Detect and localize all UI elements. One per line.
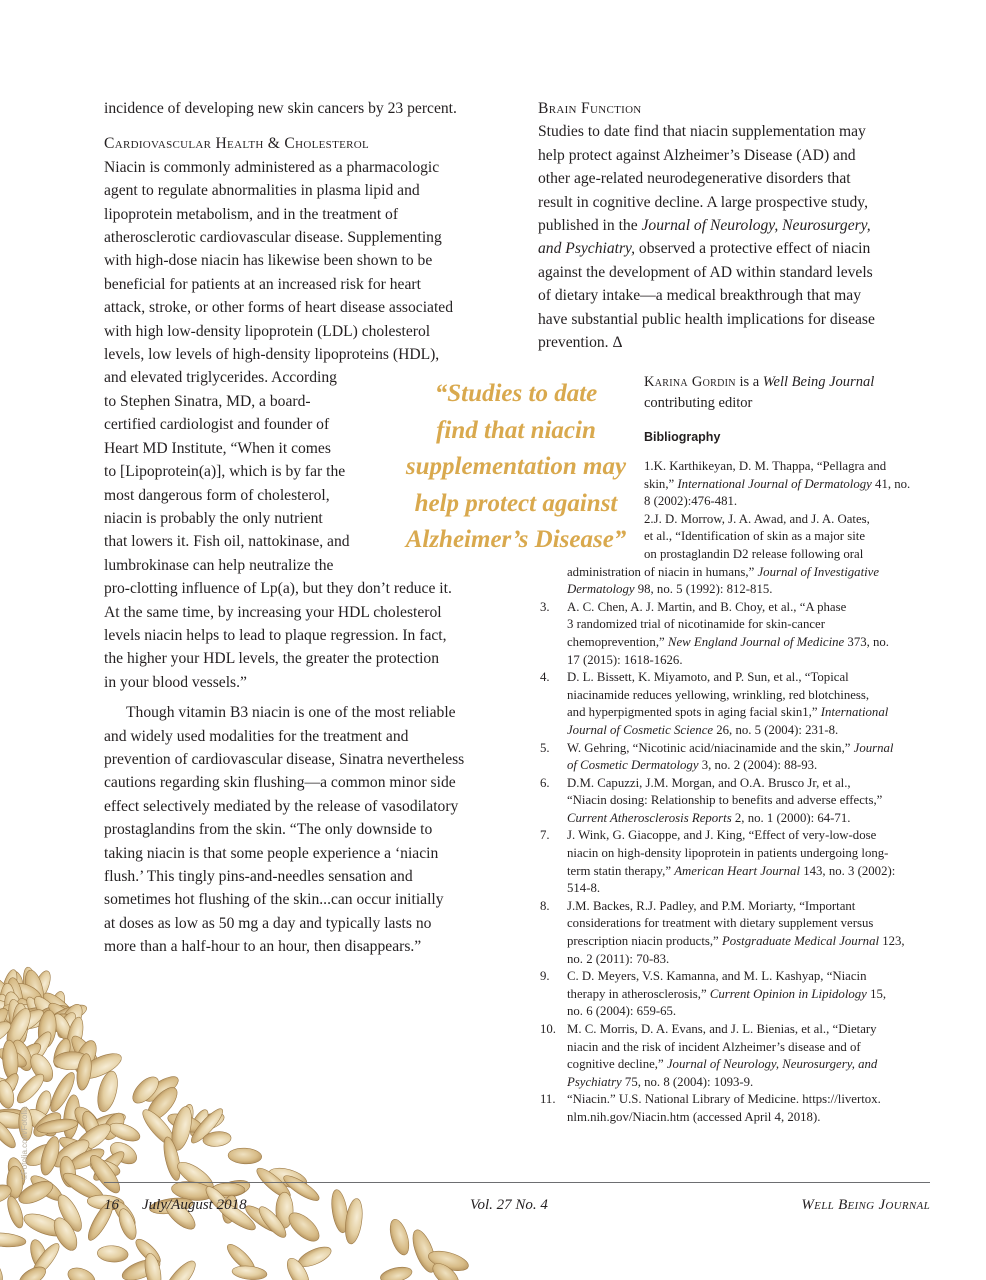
brain-line: of dietary intake—a medical breakthrough that may (538, 287, 862, 305)
cardio-p2-line: effect selectively mediated by the release of vasodilatory (104, 797, 459, 815)
brain-line: and Psychiatry, observed a protective effect of niacin (538, 240, 871, 258)
reference-item (540, 775, 934, 828)
footer-page-number: 16 (104, 1197, 119, 1213)
photo-credit: ©Fotolia.com/Fotolia (20, 1106, 29, 1180)
pull-quote-line: Alzheimer’s Disease” (405, 526, 627, 553)
reference-number: 8. (540, 898, 550, 913)
reference-number: 4. (540, 670, 550, 685)
footer-volume: Vol. 27 No. 4 (470, 1197, 548, 1213)
pull-quote-line: supplementation may (405, 453, 627, 480)
reference-number: 9. (540, 969, 550, 984)
reference-item (540, 1021, 934, 1091)
footer-rule (104, 1182, 930, 1183)
brain-line: Studies to date find that niacin supplementation may (538, 123, 866, 141)
reference-number: 7. (540, 828, 550, 843)
brain-line: against the development of AD within standard levels (538, 263, 873, 281)
cardio-p2-line: and widely used modalities for the treatment and (104, 727, 409, 745)
reference-line: chemoprevention,” New England Journal of Medicine 373, no. (567, 634, 890, 649)
cardio-p1-line: and elevated triglycerides. According (104, 369, 337, 387)
reference-line: niacinamide reduces yellowing, wrinkling, red blotchiness, (567, 687, 870, 702)
reference-item (540, 599, 934, 669)
reference-item (540, 740, 934, 775)
footer-journal-name: Well Being Journal (801, 1197, 930, 1213)
cardio-p1-line: with high low-density lipoprotein (LDL) cholesterol (104, 322, 431, 340)
reference-line: 1.K. Karthikeyan, D. M. Thappa, “Pellagra and (644, 459, 887, 473)
cardio-p1-line: to [Lipoprotein(a)], which is by far the (104, 463, 346, 481)
reference-item (540, 511, 934, 564)
cardio-p1-line: in your blood vessels.” (104, 673, 247, 691)
bibliography-title: Bibliography (644, 430, 721, 444)
reference-item (540, 1091, 934, 1126)
pull-quote-line: help protect against (414, 489, 618, 517)
reference-item (540, 564, 934, 599)
cardio-p1-line: pro-clotting influence of Lp(a), but they don’t reduce it. (104, 580, 452, 598)
cardio-p1-line: most dangerous form of cholesterol, (104, 486, 330, 504)
reference-line: 2.J. D. Morrow, J. A. Awad, and J. A. Oates, (644, 511, 870, 526)
brain-line: help protect against Alzheimer’s Disease (AD) and (538, 146, 856, 164)
seed-icon (387, 1217, 413, 1257)
brain-line: have substantial public health implications for disease (538, 310, 875, 328)
reference-line: J. Wink, G. Giacoppe, and J. King, “Effect of very-low-dose (567, 828, 877, 843)
reference-line: no. 6 (2004): 659-65. (567, 1004, 677, 1019)
cardio-p1-line: beneficial for patients at an increased risk for heart (104, 275, 421, 293)
cardio-p2-line: cautions regarding skin flushing—a common minor side (104, 774, 456, 792)
reference-number: 10. (540, 1022, 556, 1036)
reference-line: “Niacin.” U.S. National Library of Medicine. https://livertox. (567, 1092, 881, 1107)
cardio-p1-line: levels niacin helps to lead to plaque regression. In fact, (104, 626, 447, 644)
cardio-p1-line: to Stephen Sinatra, MD, a board- (104, 392, 311, 410)
brain-line: other age-related neurodegenerative disorders that (538, 170, 851, 188)
brain-heading: Brain Function (538, 100, 642, 117)
cardio-paragraph-2 (104, 701, 504, 958)
cardio-p1-line: the higher your HDL levels, the greater the protection (104, 650, 439, 668)
cardio-p1-line: levels, low levels of high-density lipoproteins (HDL), (104, 346, 440, 364)
cardio-p2-line: flush.’ This tingly pins-and-needles sensation and (104, 868, 413, 885)
reference-line: therapy in atherosclerosis,” Current Opinion in Lipidology 15, (567, 986, 887, 1001)
reference-list (540, 458, 934, 1127)
reference-line: A. C. Chen, A. J. Martin, and B. Choy, et al., “A phase (567, 599, 847, 614)
reference-line: cognitive decline,” Journal of Neurology, Neurosurgery, and (567, 1057, 878, 1072)
reference-item (540, 458, 934, 511)
seed-icon (160, 1257, 200, 1280)
reference-number: 3. (540, 599, 550, 614)
cardio-p1-line: Niacin is commonly administered as a pharmacologic (104, 158, 440, 176)
reference-line: 3 randomized trial of nicotinamide for skin-cancer (567, 617, 825, 632)
seed-icon (65, 1264, 97, 1280)
seed-icon (228, 1147, 262, 1164)
reference-item (540, 669, 934, 739)
reference-number: 11. (540, 1092, 556, 1107)
cardio-p1-line: Heart MD Institute, “When it comes (104, 439, 331, 457)
brain-line: result in cognitive decline. A large prospective study, (538, 193, 868, 211)
reference-line: M. C. Morris, D. A. Evans, and J. L. Bienias, et al., “Dietary (567, 1022, 877, 1036)
reference-line: J.M. Backes, R.J. Padley, and P.M. Moriarty, “Important (567, 898, 856, 913)
reference-line: on prostaglandin D2 release following oral (644, 546, 864, 561)
brain-line: published in the Journal of Neurology, Neurosurgery, (538, 217, 871, 235)
cardio-p1-line: At the same time, by increasing your HDL cholesterol (104, 603, 442, 621)
cardio-p2-line: sometimes hot flushing of the skin...can occur initially (104, 891, 444, 909)
footer-date: July/August 2018 (142, 1197, 247, 1213)
reference-line: administration of niacin in humans,” Journal of Investigative (567, 564, 880, 579)
reference-line: nlm.nih.gov/Niacin.htm (accessed April 4, 2018). (567, 1109, 821, 1124)
seed-icon (379, 1264, 413, 1280)
reference-item (540, 898, 934, 968)
cardio-p1-line: niacin is probably the only nutrient (104, 509, 323, 527)
opening-line: incidence of developing new skin cancers by 23 percent. (104, 100, 457, 117)
cardio-p1-line: attack, stroke, or other forms of heart disease associated (104, 299, 453, 317)
reference-line: D. L. Bissett, K. Miyamoto, and P. Sun, et al., “Topical (567, 670, 849, 685)
bio-journal: Well Being Journal (762, 374, 875, 390)
reference-item (540, 968, 934, 1021)
reference-number: 6. (540, 775, 550, 790)
reference-line: Journal of Cosmetic Science 26, no. 5 (2004): 231-8. (567, 722, 839, 737)
reference-line: 8 (2002):476-481. (644, 494, 738, 509)
reference-line: “Niacin dosing: Relationship to benefits and adverse effects,” (567, 793, 883, 808)
seed-icon (0, 1251, 7, 1280)
author-name: Karina Gordin (644, 374, 736, 390)
brain-line: prevention. Δ (538, 334, 623, 352)
cardio-p1-line: agent to regulate abnormalities in plasma lipid and (104, 182, 420, 200)
bio-text: is a (735, 374, 763, 390)
reference-line: 17 (2015): 1618-1626. (567, 652, 683, 667)
reference-line: niacin and the risk of incident Alzheimer’s disease and of (567, 1039, 861, 1054)
reference-line: of Cosmetic Dermatology 3, no. 2 (2004): 88-93. (567, 758, 818, 773)
reference-line: et al., “Identification of skin as a major site (644, 529, 866, 544)
pull-quote-line: “Studies to date (434, 380, 598, 407)
reference-line: D.M. Capuzzi, J.M. Morgan, and O.A. Brusco Jr, et al., (567, 775, 851, 790)
reference-line: no. 2 (2011): 70-83. (567, 951, 670, 966)
seed-icon (231, 1264, 267, 1280)
reference-line: W. Gehring, “Nicotinic acid/niacinamide and the skin,” Journal (567, 740, 894, 755)
cardio-p1-line: certified cardiologist and founder of (104, 416, 330, 434)
cardio-p2-line: prevention of cardiovascular disease, Sinatra nevertheless (104, 750, 465, 768)
reference-line: term statin therapy,” American Heart Journal 143, no. 3 (2002): (567, 863, 896, 878)
reference-number: 5. (540, 740, 550, 755)
cardio-p1-line: atherosclerotic cardiovascular disease. Supplementing (104, 229, 442, 247)
reference-line: considerations for treatment with dietary supplement versus (567, 916, 874, 931)
cardio-heading: Cardiovascular Health & Cholesterol (104, 135, 370, 153)
cardio-p2-line: more than a half-hour to an hour, then disappears.” (104, 938, 422, 956)
right-column (538, 97, 933, 354)
author-bio (644, 372, 934, 414)
cardio-p2-line: Though vitamin B3 niacin is one of the most reliable (126, 704, 456, 722)
cardio-p2-line: at doses as low as 50 mg a day and typically lasts no (104, 914, 432, 932)
seed-icon (97, 1245, 129, 1263)
reference-line: Dermatology 98, no. 5 (1992): 812-815. (567, 582, 773, 597)
reference-item (540, 827, 934, 897)
cardio-p2-line: taking niacin is that some people experience a ‘niacin (104, 844, 439, 862)
reference-line: niacin on high-density lipoprotein in patients undergoing long- (567, 846, 889, 861)
bio-text-2: contributing editor (644, 395, 753, 411)
reference-line: 514-8. (567, 881, 601, 896)
reference-line: prescription niacin products,” Postgraduate Medical Journal 123, (567, 934, 905, 949)
brain-paragraph (538, 120, 933, 354)
cardio-p1-line: lumbrokinase can help neutralize the (104, 556, 334, 574)
cardio-p2-line: prostaglandins from the skin. “The only downside to (104, 821, 433, 839)
pull-quote-line: find that niacin (436, 416, 596, 444)
reference-line: and hyperpigmented spots in aging facial skin1,” International (567, 705, 889, 720)
reference-line: C. D. Meyers, V.S. Kamanna, and M. L. Kashyap, “Niacin (567, 969, 867, 984)
cardio-p1-line: with high-dose niacin has likewise been shown to be (104, 252, 433, 270)
seed-icon (0, 1231, 26, 1248)
sunflower-seeds-photo (0, 965, 560, 1280)
reference-line: skin,” International Journal of Dermatology 41, no. (644, 476, 911, 491)
cardio-p1-line: lipoprotein metabolism, and in the treatment of (104, 205, 399, 223)
cardio-p1-line: that lowers it. Fish oil, nattokinase, and (104, 533, 350, 551)
reference-line: Psychiatry 75, no. 8 (2004): 1093-9. (567, 1074, 754, 1089)
reference-line: Current Atherosclerosis Reports 2, no. 1 (2000): 64-71. (567, 810, 851, 825)
